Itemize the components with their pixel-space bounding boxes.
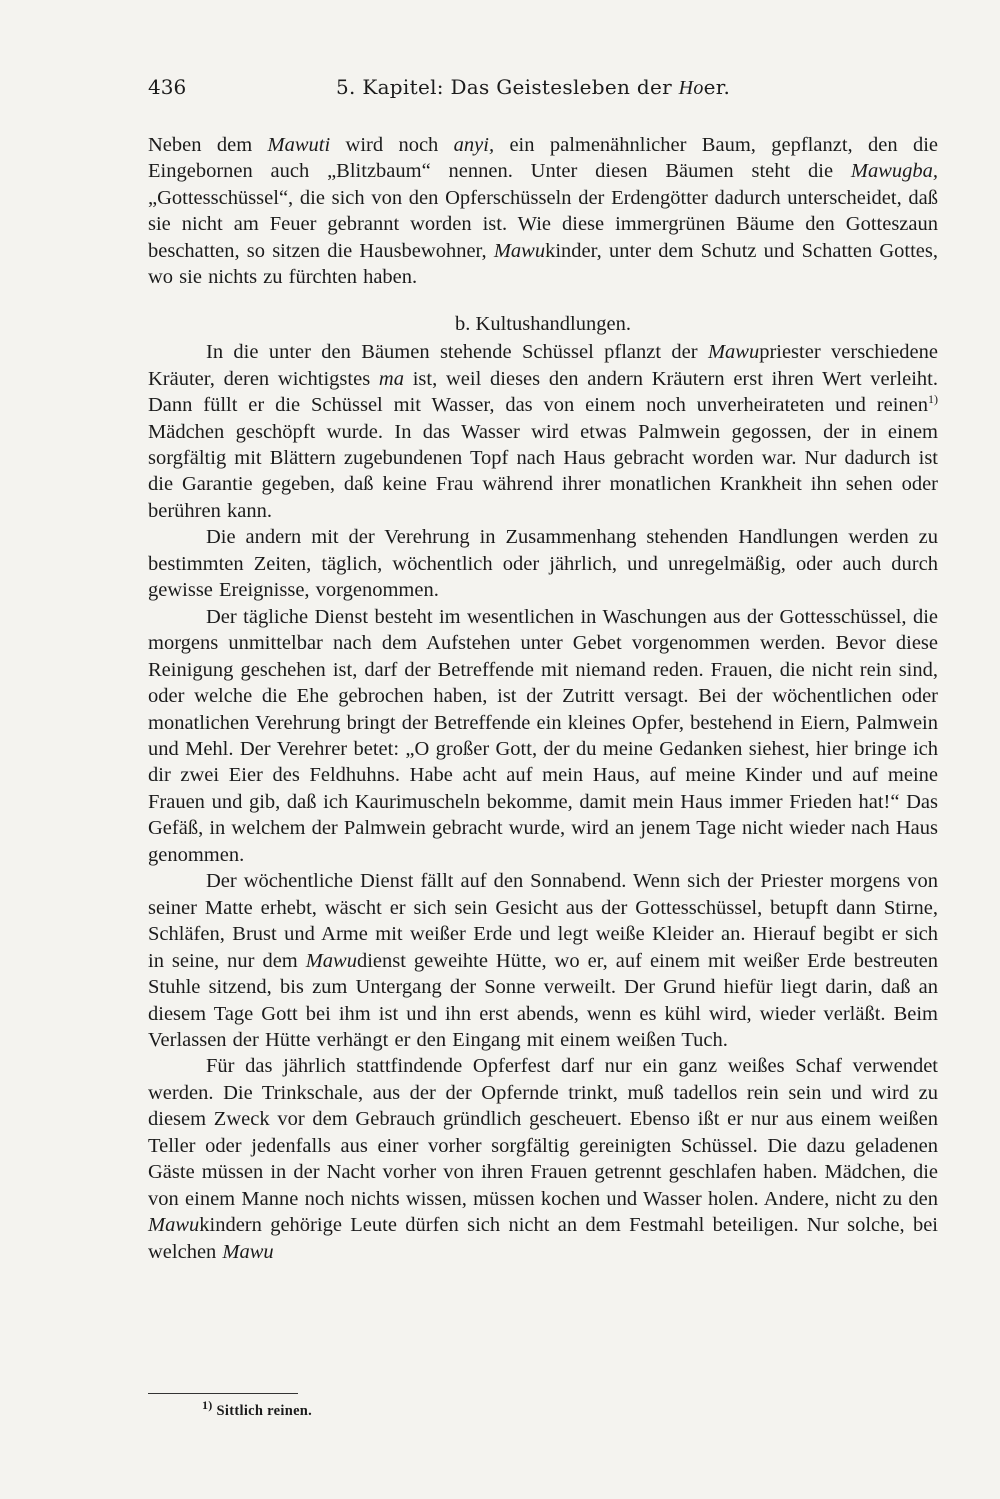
paragraph-3: Die andern mit der Verehrung in Zusammenhang stehenden Handlungen werden zu bestimmten Zeiten, täglich, wöchentlich oder jährlich, und unregelmäßig, oder auch durch gewisse Ereignisse, vorgenommen. <box>148 526 938 602</box>
footnote: $^{1)}$ Sittlich reinen. <box>202 1398 313 1419</box>
paragraph-4: Der tägliche Dienst besteht im wesentlichen in Waschungen aus der Gottesschüssel, die morgens unmittelbar nach dem Aufstehen unter Gebet vorgenommen werden. Bevor diese Reinigung geschehen ist, darf der Betreffende mit niemand reden. Frauen, die nicht rein sind, oder welche die Ehe gebrochen haben, ist der Zutritt versagt. Bei der wöchentlichen oder monatlichen Verehrung bringt der Betreffende ein kleines Opfer, bestehend in Eiern, Palmwein und Mehl. Der Verehrer betet: „O großer Gott, der du meine Gedanken siehest, hier bringe ich dir zwei Eier des Feldhuhns. Habe acht auf mein Haus, auf meine Kinder und auf meine Frauen und gib, daß ich Kaurimuscheln bekomme, damit mein Haus immer Frieden hat!“ Das Gefäß, in welchem der Palmwein gebracht wurde, wird an jenem Tage nicht wieder nach Haus genommen. <box>148 605 938 866</box>
footnote-marker: 1) <box>928 392 938 407</box>
footnote-divider <box>148 1393 298 1394</box>
paragraph-5: Der wöchentliche Dienst fällt auf den Sonnabend. Wenn sich der Priester morgens von seiner Matte erhebt, wäscht er sich sein Gesicht aus der Gottesschüssel, betupft dann Stirne, Schläfen, Brust und Arme mit weißer Erde und legt weiße Kleider an. Hierauf begibt er sich in seine, nur dem Mawudienst geweihte Hütte, wo er, auf einem mit weißer Erde bestreuten Stuhle sitzend, bis zum Untergang der Sonne verweilt. Der Grund hiefür liegt darin, daß an diesem Tage Gott bei ihm ist und ihn erst abends, wenn es kühl wird, wieder verläßt. Beim Verlassen der Hütte verhängt er den Eingang mit einem weißen Tuch. <box>148 870 938 1051</box>
paragraph-6: Für das jährlich stattfindende Opferfest darf nur ein ganz weißes Schaf verwendet werden. Die Trinkschale, aus der der Opfernde trinkt, muß tadellos rein sein und wird zu diesem Zweck vor dem Gebrauch gründlich gescheuert. Ebenso ißt er nur aus einem weißen Teller oder jedenfalls aus einer vorher sorgfältig gereinigten Schüssel. Die dazu geladenen Gäste müssen in der Nacht vorher von ihren Frauen getrennt geschlafen haben. Mädchen, die von einem Manne noch nichts wissen, müssen kochen und Wasser holen. Andere, nicht zu den Mawukindern gehörige Leute dürfen sich nicht an dem Festmahl beteiligen. Nur solche, bei welchen Mawu <box>148 1055 938 1263</box>
section-heading: b. Kultushandlungen. <box>455 312 631 335</box>
book-page <box>148 0 938 1499</box>
page-header <box>148 70 938 104</box>
body-text <box>148 132 938 1265</box>
running-title: 5. Kapitel: Das Geistesleben der Hoer. <box>336 75 731 99</box>
paragraph-2: In die unter den Bäumen stehende Schüssel pflanzt der Mawupriester verschiedene Kräuter, deren wichtigstes ma ist, weil dieses den andern Kräutern erst ihren Wert verleiht. Dann füllt er die Schüssel mit Wasser, das von einem noch unverheirateten und reinen$^{1)}$ Mädchen geschöpft wurde. In das Wasser wird etwas Palmwein gegossen, der in einem sorgfältig mit Blättern zugebundenen Topf nach Haus gebracht worden war. Nur dadurch ist die Garantie gegeben, daß keine Frau während ihrer monatlichen Krankheit ihn sehen oder berühren kann. <box>148 341 939 522</box>
page-number: 436 <box>148 75 187 99</box>
paragraph-1: Neben dem Mawuti wird noch anyi, ein palmenähnlicher Baum, gepflanzt, den die Eingebornen auch „Blitzbaum“ nennen. Unter diesen Bäumen steht die Mawugba, „Gottesschüssel“, die sich von den Opferschüsseln der Erdengötter dadurch unterscheidet, daß sie nicht am Feuer gebrannt worden ist. Wie diese immergrünen Bäume den Gotteszaun beschatten, so sitzen die Hausbewohner, Mawukinder, unter dem Schutz und Schatten Gottes, wo sie nichts zu fürchten haben. <box>148 134 939 289</box>
